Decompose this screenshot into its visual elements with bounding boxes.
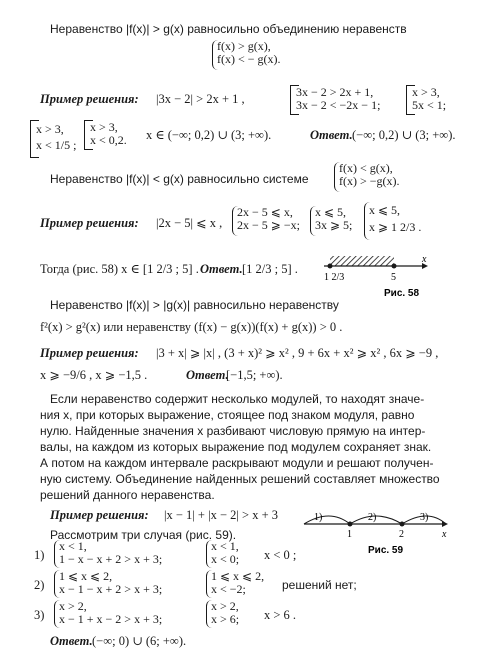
- answer-label: Ответ.: [310, 128, 353, 142]
- axis-label: x: [442, 529, 447, 540]
- example-inequality: |x − 1| + |x − 2| > x + 3: [164, 508, 279, 522]
- interval-label-1: 1): [314, 512, 323, 523]
- example-inequality: |2x − 5| ⩽ x ,: [156, 216, 223, 230]
- tick-label-left: 1 2/3: [324, 272, 345, 283]
- case-result: x > 6 .: [264, 608, 297, 622]
- case-number: 1): [34, 548, 45, 562]
- tick-label-1: 1: [347, 529, 352, 540]
- example-label: Пример решения:: [40, 216, 139, 230]
- answer: [−1,5; +∞).: [226, 368, 283, 382]
- aggregate-system: [36, 121, 76, 153]
- system-line: 3x ⩾ 5;: [315, 218, 353, 232]
- system-line: x ⩽ 5,: [315, 205, 347, 219]
- case-result: решений нет;: [282, 578, 357, 592]
- answer-label: Ответ.: [200, 262, 243, 276]
- point-left: [328, 264, 333, 269]
- paragraph-line: решений данного неравенства.: [40, 488, 215, 502]
- interval-label-2: 2): [368, 512, 377, 523]
- system-line: f(x) > g(x),: [217, 39, 271, 53]
- interval-arc-1: [304, 516, 350, 524]
- case-result: x < 0 ;: [264, 548, 297, 562]
- point-2: [400, 522, 405, 527]
- system-line: 2x − 5 ⩾ −x;: [237, 218, 300, 232]
- system-line: 2x − 5 ⩽ x,: [237, 205, 293, 219]
- example-line: |3 + x| ⩾ |x| , (3 + x)² ⩾ x² , 9 + 6x + x² ⩾ x² , 6x ⩾ −9 ,: [156, 346, 439, 360]
- system-line: f(x) < g(x),: [339, 161, 393, 175]
- system-line: f(x) > −g(x).: [339, 174, 400, 188]
- rule-abs-greater-intro: Неравенство |f(x)| > g(x) равносильно объединению неравенств: [50, 22, 407, 36]
- system-line: x ⩽ 5,: [369, 203, 401, 217]
- system: [232, 206, 300, 236]
- system-line: x < 0;: [211, 552, 240, 566]
- example-label: Пример решения:: [40, 92, 139, 106]
- case-system: [206, 540, 239, 568]
- rule-abs-less-system: [334, 162, 400, 192]
- system-line: x > 2,: [59, 599, 87, 613]
- case-number: 3): [34, 608, 45, 622]
- system-line: x > 2,: [211, 599, 239, 613]
- figure-caption: Рис. 59: [368, 545, 404, 556]
- figure-59: [302, 502, 452, 558]
- case-system: [54, 570, 162, 598]
- system-line: x > 6;: [211, 612, 240, 626]
- figure-caption: Рис. 58: [384, 288, 420, 299]
- system-line: 3x − 2 < −2x − 1;: [296, 98, 381, 112]
- example-label: Пример решения:: [40, 346, 139, 360]
- system-line: x > 3,: [412, 85, 440, 99]
- axis-label: x: [422, 254, 427, 265]
- system-line: 3x − 2 > 2x + 1,: [296, 85, 374, 99]
- system-line: x < 1,: [211, 539, 239, 553]
- aggregate-system: [296, 86, 380, 112]
- hatched-interval: [330, 256, 394, 266]
- case-system: [54, 540, 162, 568]
- tick-label-right: 5: [391, 272, 396, 283]
- rule-abs-abs-intro: Неравенство |f(x)| > |g(x)| равносильно неравенству: [50, 298, 339, 312]
- point-1: [348, 522, 353, 527]
- case-system: [206, 570, 264, 598]
- example-line: x ⩾ −9/6 , x ⩾ −1,5 .: [40, 368, 148, 382]
- system-line: x − 1 + x − 2 > x + 3;: [59, 612, 163, 626]
- case-system: [54, 600, 162, 628]
- rule-abs-less-intro: Неравенство |f(x)| < g(x) равносильно системе: [50, 172, 309, 186]
- example-label: Пример решения:: [50, 508, 149, 522]
- aggregate-system: [412, 86, 446, 112]
- paragraph-line: ную систему. Объединение найденных решений составляет множество: [40, 472, 440, 486]
- system-line: x < 1/5 ;: [36, 138, 77, 152]
- point-right: [392, 264, 397, 269]
- answer: [1 2/3 ; 5] .: [242, 262, 298, 276]
- example-inequality: |3x − 2| > 2x + 1 ,: [156, 92, 245, 106]
- system-line: f(x) < − g(x).: [217, 52, 281, 66]
- system-line: x > 3,: [90, 120, 118, 134]
- answer-label: Ответ.: [186, 368, 229, 382]
- case-system: [206, 600, 239, 628]
- case-number: 2): [34, 578, 45, 592]
- system-line: x < −2;: [211, 582, 246, 596]
- system-line: 1 ⩽ x ⩽ 2,: [59, 569, 113, 583]
- interval-label-3: 3): [420, 512, 429, 523]
- arrow-icon: [442, 521, 448, 527]
- answer: (−∞; 0,2) ∪ (3; +∞).: [352, 128, 456, 142]
- answer-label: Ответ.: [50, 634, 93, 648]
- system-line: 1 ⩽ x ⩽ 2,: [211, 569, 265, 583]
- system-line: x ⩾ 1 2/3 .: [369, 220, 422, 234]
- system-line: x < 1,: [59, 539, 87, 553]
- system: [364, 202, 421, 240]
- paragraph-line: А потом на каждом интервале раскрывают модули и решают получен-: [40, 456, 434, 470]
- system-line: 1 − x − x + 2 > x + 3;: [59, 552, 163, 566]
- system-line: x < 0,2.: [90, 133, 127, 147]
- rule-abs-abs-line2: f²(x) > g²(x) или неравенству (f(x) − g(x))(f(x) + g(x)) > 0 .: [40, 320, 343, 334]
- system: [310, 206, 352, 236]
- rule-abs-greater-system: [212, 40, 281, 70]
- system-line: x − 1 − x + 2 > x + 3;: [59, 582, 163, 596]
- system-line: 5x < 1;: [412, 98, 447, 112]
- figure-58: [322, 250, 432, 302]
- final-answer: (−∞; 0) ∪ (6; +∞).: [92, 634, 187, 648]
- paragraph-line: нулю. Найденные значения x разбивают числовую прямую на интер-: [40, 424, 426, 438]
- three-cases-intro: Рассмотрим три случая (рис. 59).: [50, 528, 237, 542]
- tick-label-2: 2: [399, 529, 404, 540]
- example-result: x ∈ (−∞; 0,2) ∪ (3; +∞).: [146, 128, 272, 142]
- paragraph-line: ния x, при которых выражение, стоящее под знаком модуля, равно: [40, 408, 415, 422]
- paragraph-line: валы, на каждом из которых выражение под модулем сохраняет знак.: [40, 440, 432, 454]
- example-then: Тогда (рис. 58) x ∈ [1 2/3 ; 5] .: [40, 262, 199, 276]
- paragraph-line: Если неравенство содержит несколько модулей, то находят значе-: [50, 392, 425, 406]
- system-line: x > 3,: [36, 122, 64, 136]
- aggregate-system: [90, 121, 127, 147]
